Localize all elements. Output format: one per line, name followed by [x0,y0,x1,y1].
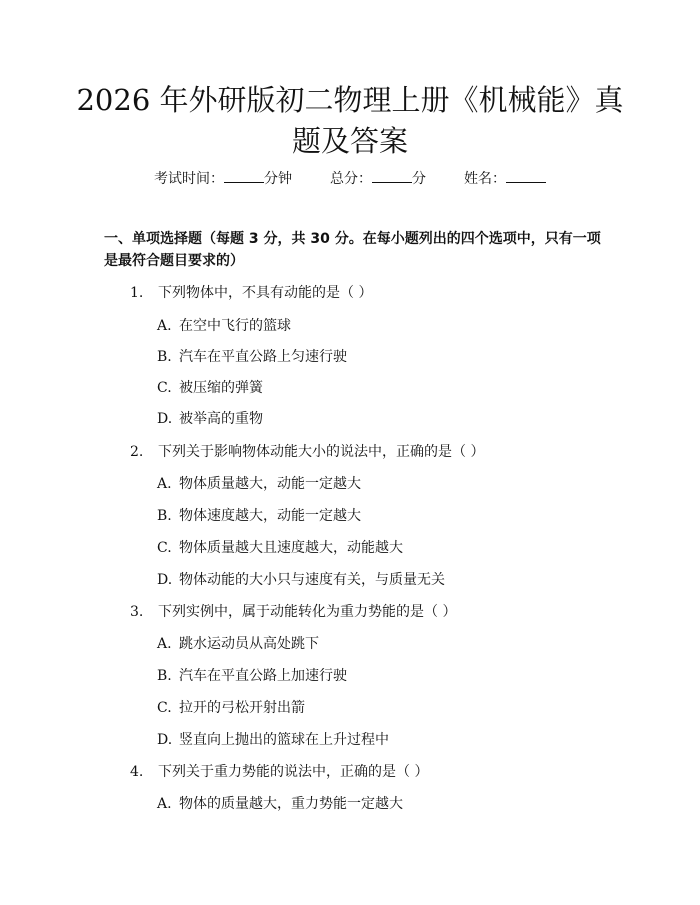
option-text: 被压缩的弹簧 [179,380,263,396]
option-text: 物体质量越大且速度越大，动能越大 [179,540,403,556]
option-label: D. [157,732,173,748]
option-text: 竖直向上抛出的篮球在上升过程中 [179,732,389,748]
question-1 [130,282,372,302]
question-number: 1. [130,285,144,301]
question-number: 3. [130,604,144,620]
option-3a[interactable] [157,633,319,653]
option-label: C. [157,380,172,396]
option-label: B. [157,668,172,684]
question-2 [130,441,484,461]
option-text: 物体动能的大小只与速度有关，与质量无关 [179,572,445,588]
option-3d[interactable] [157,729,389,749]
section-heading: 一、单项选择题（每题 3 分，共 30 分。在每小题列出的四个选项中，只有一项是最符合题目要求的） [104,231,601,269]
option-label: B. [157,349,172,365]
option-label: A. [157,476,172,492]
exam-info [0,168,700,188]
option-label: A. [157,636,172,652]
option-label: D. [157,572,173,588]
exam-name-blank[interactable] [506,168,546,183]
exam-score-label: 总分： [330,171,372,187]
option-label: B. [157,508,172,524]
question-4 [130,761,428,781]
question-text: 下列实例中，属于动能转化为重力势能的是（ ） [158,604,457,620]
question-number: 4. [130,764,144,780]
exam-score-unit: 分 [412,171,426,187]
option-label: A. [157,318,172,334]
option-1d[interactable] [157,408,263,428]
option-text: 物体的质量越大，重力势能一定越大 [179,796,403,812]
option-2c[interactable] [157,537,403,557]
option-text: 物体质量越大，动能一定越大 [179,476,361,492]
option-2b[interactable] [157,505,361,525]
exam-time [154,168,292,188]
option-1c[interactable] [157,377,263,397]
option-4a[interactable] [157,793,403,813]
question-3 [130,601,456,621]
option-1b[interactable] [157,346,347,366]
exam-time-blank[interactable] [224,168,264,183]
option-label: D. [157,411,173,427]
option-text: 被举高的重物 [179,411,263,427]
exam-score [330,168,426,188]
option-2a[interactable] [157,473,361,493]
question-text: 下列关于影响物体动能大小的说法中，正确的是（ ） [158,444,485,460]
option-3b[interactable] [157,665,347,685]
option-2d[interactable] [157,569,445,589]
question-text: 下列关于重力势能的说法中，正确的是（ ） [158,764,429,780]
option-label: C. [157,540,172,556]
option-text: 在空中飞行的篮球 [179,318,291,334]
question-number: 2. [130,444,144,460]
exam-score-blank[interactable] [372,168,412,183]
exam-time-label: 考试时间： [154,171,224,187]
exam-name-label: 姓名： [464,171,506,187]
option-text: 汽车在平直公路上加速行驶 [179,668,347,684]
exam-time-unit: 分钟 [264,171,292,187]
page-title: 2026 年外研版初二物理上册《机械能》真题及答案 [76,83,624,158]
option-text: 物体速度越大，动能一定越大 [179,508,361,524]
exam-name [464,168,546,188]
option-text: 跳水运动员从高处跳下 [179,636,319,652]
option-3c[interactable] [157,697,305,717]
option-label: C. [157,700,172,716]
option-1a[interactable] [157,315,291,335]
option-text: 汽车在平直公路上匀速行驶 [179,349,347,365]
option-label: A. [157,796,172,812]
question-text: 下列物体中，不具有动能的是（ ） [158,285,373,301]
option-text: 拉开的弓松开射出箭 [179,700,305,716]
